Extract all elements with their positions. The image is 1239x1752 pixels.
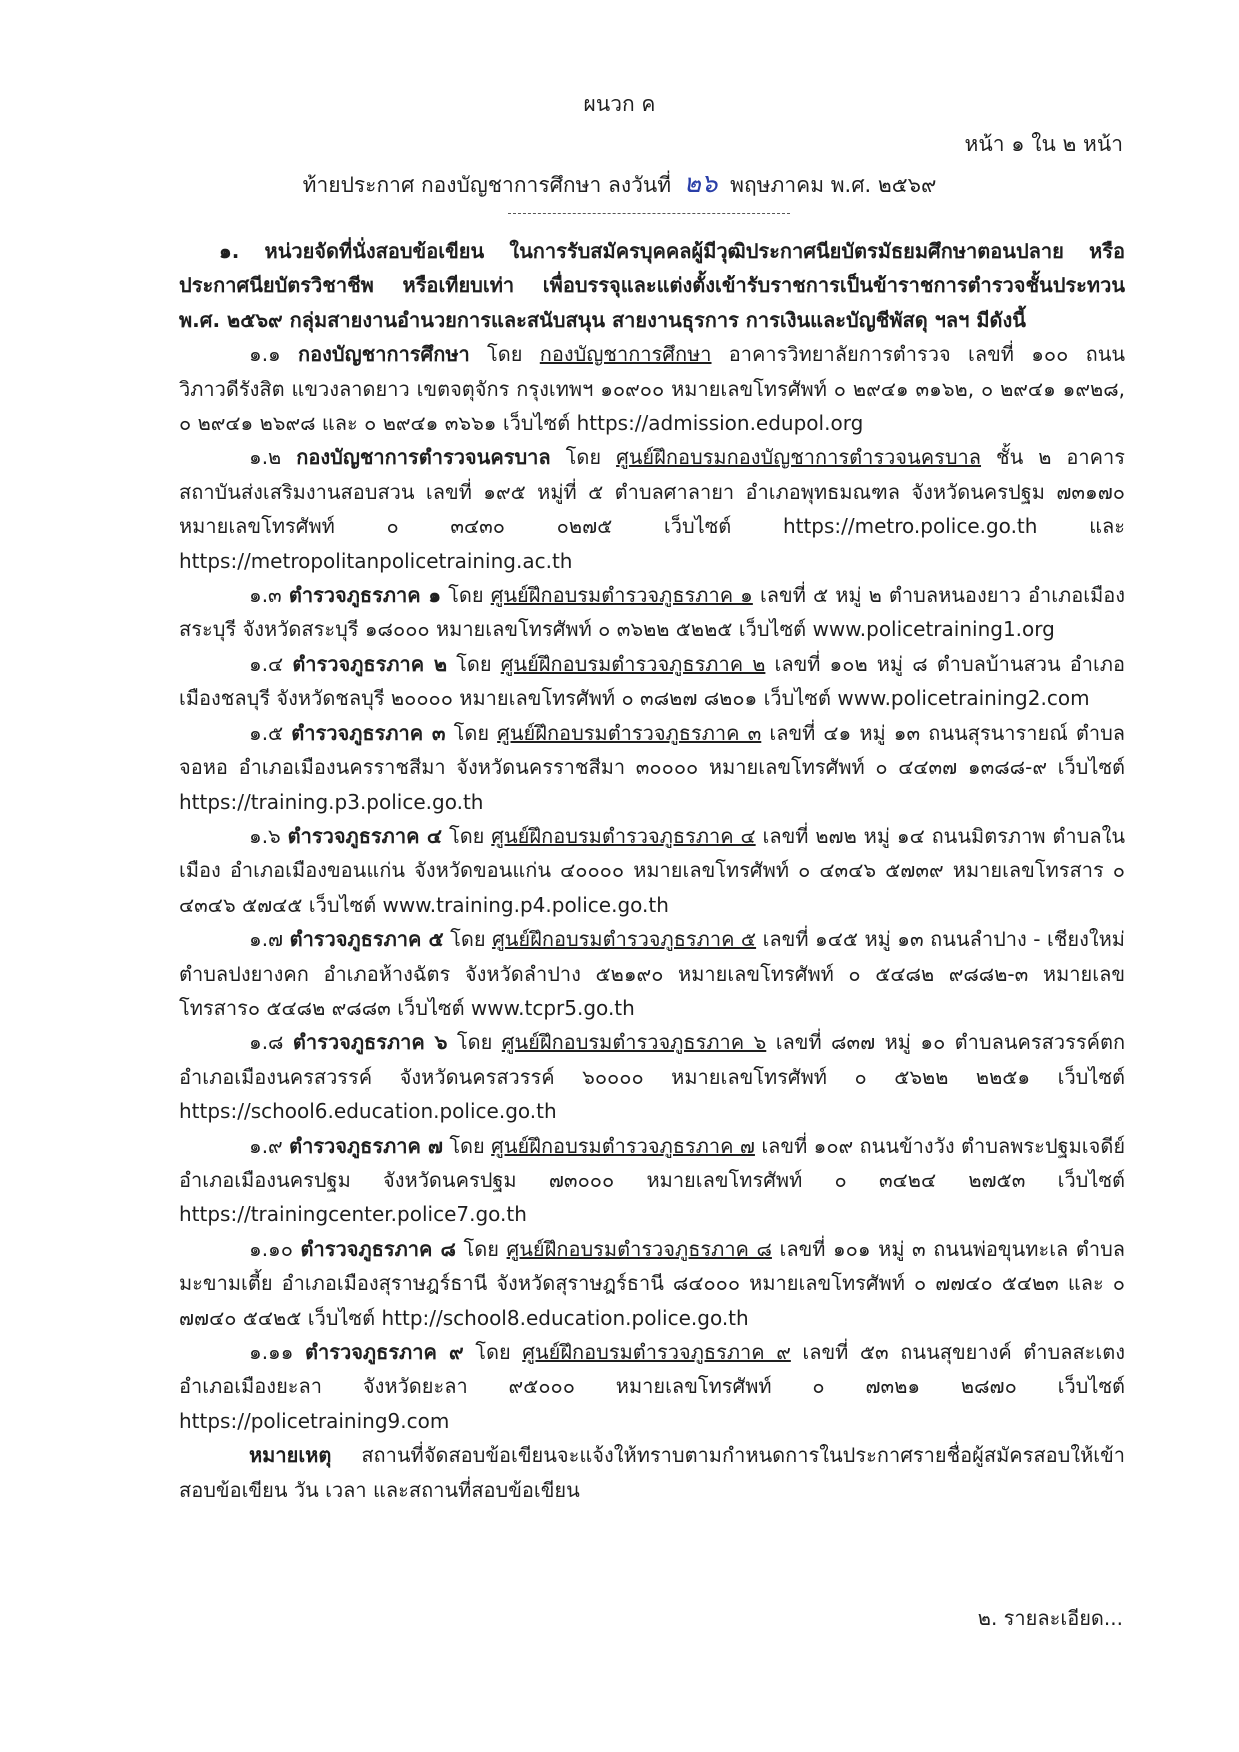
list-item [179,578,1125,647]
list-item [179,922,1125,1025]
item-by: โดย [463,1236,499,1261]
annex-label: ผนวก ค [583,92,656,116]
item-number: ๑.๘ [249,1030,284,1055]
item-host: ศูนย์ฝึกอบรมตำรวจภูธรภาค ๕ [492,927,757,952]
item-number: ๑.๔ [249,651,284,676]
item-number: ๑.๗ [249,927,284,952]
item-detail: เลขที่ ๘๓๗ หมู่ ๑๐ ตำบลนครสวรรค์ตก อำเภอเมืองนครสวรรค์ จังหวัดนครสวรรค์ ๖๐๐๐๐ หมายเลขโทรศัพท์ ๐ ๕๖๒๒ ๒๒๕๑ เว็บไซต์ https://school6.education.police.go.th [179,1030,1126,1124]
document-body [179,234,1125,1507]
list-item [179,819,1125,922]
note-text: สถานที่จัดสอบข้อเขียนจะแจ้งให้ทราบตามกำหนดการในประกาศรายชื่อผู้สมัครสอบให้เข้าสอบข้อเขียน วัน เวลา และสถานที่สอบข้อเขียน [179,1443,1125,1502]
item-number: ๑.๕ [249,720,284,745]
item-unit-name: ตำรวจภูธรภาค ๗ [289,1133,443,1158]
item-by: โดย [453,720,490,745]
item-number: ๑.๖ [249,823,281,848]
item-by: โดย [450,927,486,952]
list-item [179,440,1125,578]
item-unit-name: ตำรวจภูธรภาค ๘ [300,1236,456,1261]
note-label: หมายเหตุ [249,1443,332,1468]
list-item [179,1025,1125,1128]
item-by: โดย [487,342,523,367]
item-detail: เลขที่ ๕๓ ถนนสุขยางค์ ตำบลสะเตง อำเภอเมืองยะลา จังหวัดยะลา ๙๕๐๐๐ หมายเลขโทรศัพท์ ๐ ๗๓๒๑ ๒๘๗๐ เว็บไซต์ https://policetraining9.com [179,1340,1125,1433]
item-detail: เลขที่ ๒๗๒ หมู่ ๑๔ ถนนมิตรภาพ ตำบลในเมือง อำเภอเมืองขอนแก่น จังหวัดขอนแก่น ๔๐๐๐๐ หมายเลขโทรศัพท์ ๐ ๔๓๔๖ ๕๗๓๙ หมายเลขโทรสาร ๐ ๔๓๔๖ ๕๗๔๕ เว็บไซต์ www.training.p4.police.go.th [179,823,1126,917]
item-host: กองบัญชาการศึกษา [539,342,712,367]
list-item [179,647,1125,716]
title-suffix: พฤษภาคม พ.ศ. ๒๕๖๙ [730,173,937,197]
document-title [0,163,1239,204]
item-by: โดย [449,1133,485,1158]
note-paragraph [179,1438,1125,1507]
item-by: โดย [565,445,602,470]
item-host: ศูนย์ฝึกอบรมตำรวจภูธรภาค ๒ [500,651,766,676]
item-number: ๑.๑๑ [249,1340,294,1364]
item-unit-name: ตำรวจภูธรภาค ๔ [287,823,443,848]
item-detail: ชั้น ๒ อาคารสถาบันส่งเสริมงานสอบสวน เลขที่ ๑๙๕ หมู่ที่ ๕ ตำบลศาลายา อำเภอพุทธมณฑล จังหวัดนครปฐม ๗๓๑๗๐ หมายเลขโทรศัพท์ ๐ ๓๔๓๐ ๐๒๗๕ เว็บไซต์ https://metro.police.go.th และ https://metropolitanpolicetraining.ac.th [179,445,1125,573]
item-number: ๑.๑ [249,342,281,367]
item-unit-name: ตำรวจภูธรภาค ๖ [292,1030,448,1055]
item-host: ศูนย์ฝึกอบรมตำรวจภูธรภาค ๖ [501,1030,767,1055]
item-host: ศูนย์ฝึกอบรมตำรวจภูธรภาค ๘ [506,1236,772,1261]
list-item [179,1129,1125,1232]
list-item [179,1335,1125,1438]
item-detail: เลขที่ ๔๑ หมู่ ๑๓ ถนนสุรนารายณ์ ตำบลจอหอ อำเภอเมืองนครราชสีมา จังหวัดนครราชสีมา ๓๐๐๐๐ หมายเลขโทรศัพท์ ๐ ๔๔๓๗ ๑๓๘๘-๙ เว็บไซต์ https://training.p3.police.go.th [179,720,1126,814]
item-detail: เลขที่ ๑๐๒ หมู่ ๘ ตำบลบ้านสวน อำเภอเมืองชลบุรี จังหวัดชลบุรี ๒๐๐๐๐ หมายเลขโทรศัพท์ ๐ ๓๘๒๗ ๘๒๐๑ เว็บไซต์ www.policetraining2.com [179,651,1125,711]
item-host: ศูนย์ฝึกอบรมตำรวจภูธรภาค ๙ [522,1340,791,1364]
item-detail: เลขที่ ๑๐๙ ถนนข้างวัง ตำบลพระปฐมเจดีย์ อำเภอเมืองนครปฐม จังหวัดนครปฐม ๗๓๐๐๐ หมายเลขโทรศัพท์ ๐ ๓๔๒๔ ๒๗๕๓ เว็บไซต์ https://trainingcenter.police7.go.th [179,1133,1126,1227]
item-detail: เลขที่ ๑๔๕ หมู่ ๑๓ ถนนลำปาง - เชียงใหม่ ตำบลปงยางคก อำเภอห้างฉัตร จังหวัดลำปาง ๕๒๑๙๐ หมายเลขโทรศัพท์ ๐ ๕๔๘๒ ๙๘๘๒-๓ หมายเลขโทรสาร๐ ๕๔๘๒ ๙๘๘๓ เว็บไซต์ www.tcpr5.go.th [179,927,1125,1020]
item-number: ๑.๑๐ [249,1236,293,1261]
item-unit-name: ตำรวจภูธรภาค ๓ [291,720,446,745]
list-item [179,337,1125,440]
item-by: โดย [448,583,484,608]
item-unit-name: ตำรวจภูธรภาค ๑ [288,583,442,608]
list-item [179,716,1125,819]
title-prefix: ท้ายประกาศ กองบัญชาการศึกษา ลงวันที่ [302,173,672,197]
item-by: โดย [456,1030,493,1055]
item-detail: เลขที่ ๑๐๑ หมู่ ๓ ถนนพ่อขุนทะเล ตำบลมะขามเตี้ย อำเภอเมืองสุราษฎร์ธานี จังหวัดสุราษฎร์ธานี ๘๔๐๐๐ หมายเลขโทรศัพท์ ๐ ๗๗๔๐ ๕๔๒๓ และ ๐ ๗๗๔๐ ๕๔๒๕ เว็บไซต์ http://school8.education.police.go.th [179,1236,1126,1330]
item-by: โดย [456,651,492,676]
intro-paragraph: ๑. หน่วยจัดที่นั่งสอบข้อเขียน ในการรับสมัครบุคคลผู้มีวุฒิประกาศนียบัตรมัธยมศึกษาตอนปลาย หรือประกาศนียบัตรวิชาชีพ หรือเทียบเท่า เพื่อบรรจุและแต่งตั้งเข้ารับราชการเป็นข้าราชการตำรวจชั้นประทวน พ.ศ. ๒๕๖๙ กลุ่มสายงานอำนวยการและสนับสนุน สายงานธุรการ การเงินและบัญชีพัสดุ ฯลฯ มีดังนี้ [179,239,1125,332]
item-host: ศูนย์ฝึกอบรมตำรวจภูธรภาค ๗ [491,1133,755,1158]
item-host: ศูนย์ฝึกอบรมกองบัญชาการตำรวจนครบาล [616,445,982,470]
page-number: หน้า ๑ ใน ๒ หน้า [964,132,1123,156]
item-unit-name: ตำรวจภูธรภาค ๕ [289,927,444,952]
item-detail: อาคารวิทยาลัยการตำรวจ เลขที่ ๑๐๐ ถนนวิภาวดีรังสิต แขวงลาดยาว เขตจตุจักร กรุงเทพฯ ๑๐๙๐๐ หมายเลขโทรศัพท์ ๐ ๒๙๔๑ ๓๑๖๒, ๐ ๒๙๔๑ ๑๙๒๘, ๐ ๒๙๔๑ ๒๖๙๘ และ ๐ ๒๙๔๑ ๓๖๖๑ เว็บไซต์ https://admission.edupol.org [179,342,1126,436]
item-number: ๑.๙ [249,1133,283,1158]
title-divider [508,213,790,214]
item-detail: เลขที่ ๕ หมู่ ๒ ตำบลหนองยาว อำเภอเมืองสระบุรี จังหวัดสระบุรี ๑๘๐๐๐ หมายเลขโทรศัพท์ ๐ ๓๖๒๒ ๕๒๒๕ เว็บไซต์ www.policetraining1.org [179,583,1126,642]
exam-venue-list [179,337,1125,1438]
item-by: โดย [475,1340,511,1364]
handwritten-day: ๒๖ [683,169,718,199]
item-unit-name: ตำรวจภูธรภาค ๒ [292,651,448,676]
continuation-marker: ๒. รายละเอียด... [977,1606,1123,1630]
item-unit-name: กองบัญชาการศึกษา [298,342,470,367]
item-host: ศูนย์ฝึกอบรมตำรวจภูธรภาค ๔ [491,823,756,848]
item-number: ๑.๓ [249,583,282,608]
list-item [179,1232,1125,1335]
item-number: ๑.๒ [249,445,282,470]
item-host: ศูนย์ฝึกอบรมตำรวจภูธรภาค ๓ [497,720,762,745]
item-by: โดย [448,823,485,848]
item-host: ศูนย์ฝึกอบรมตำรวจภูธรภาค ๑ [490,583,753,608]
item-unit-name: ตำรวจภูธรภาค ๙ [305,1340,464,1364]
item-unit-name: กองบัญชาการตำรวจนครบาล [296,445,551,470]
